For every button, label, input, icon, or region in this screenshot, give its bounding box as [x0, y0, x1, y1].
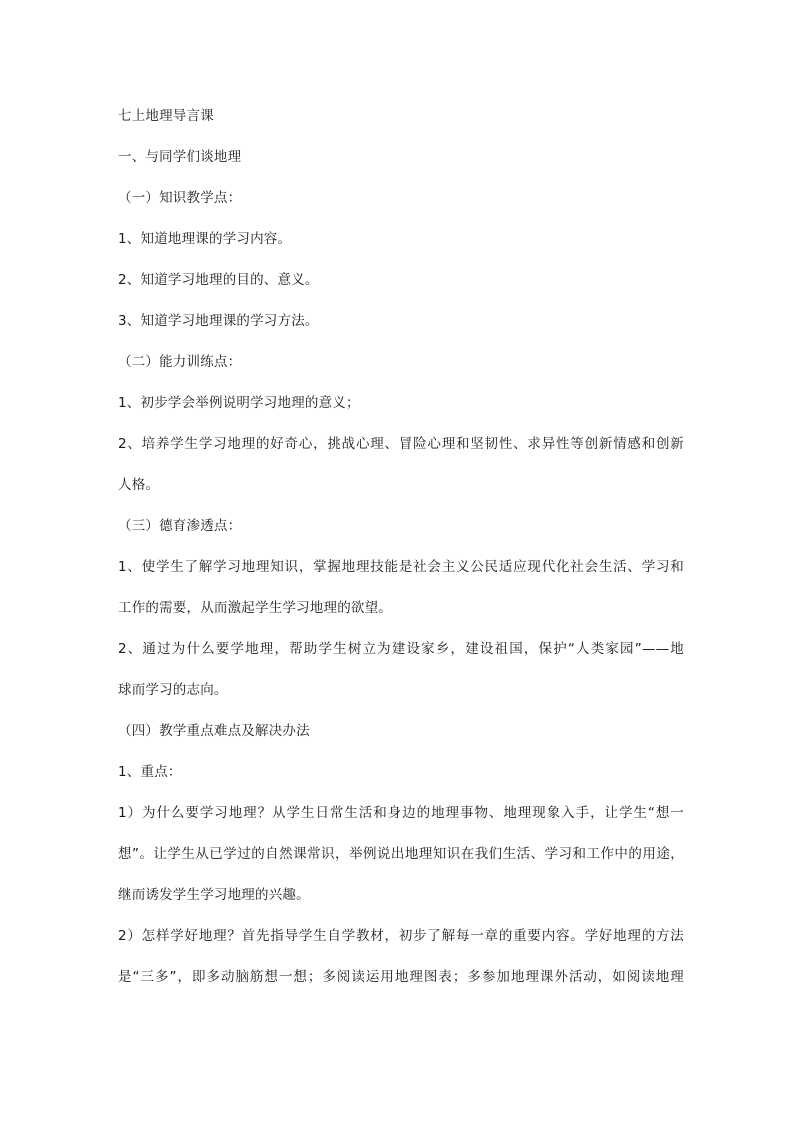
paragraph-line: 工作的需要，从而激起学生学习地理的欲望。	[118, 600, 392, 616]
subsection-heading: （三）德育渗透点：	[118, 518, 242, 534]
paragraph-line: 2）怎样学好地理？首先指导学生自学教材，初步了解每一章的重要内容。学好地理的方法	[118, 928, 684, 944]
paragraph-line: 想”。让学生从已学过的自然课常识，举例说出地理知识在我们生活、学习和工作中的用途，	[118, 846, 684, 862]
paragraph-line: 3、知道学习地理课的学习方法。	[118, 313, 319, 329]
document-title: 七上地理导言课	[118, 108, 214, 124]
paragraph-line: 人格。	[118, 477, 160, 493]
subsection-heading: （二）能力训练点：	[118, 354, 242, 370]
paragraph-line: 1）为什么要学习地理？从学生日常生活和身边的地理事物、地理现象入手，让学生“想一	[118, 805, 684, 821]
paragraph-line: 2、培养学生学习地理的好奇心，挑战心理、冒险心理和坚韧性、求异性等创新情感和创新	[118, 436, 684, 452]
paragraph-line: 1、重点：	[118, 764, 182, 780]
paragraph-line: 是“三多”，即多动脑筋想一想；多阅读运用地理图表；多参加地理课外活动，如阅读地理	[118, 969, 684, 985]
paragraph-line: 1、知道地理课的学习内容。	[118, 231, 292, 247]
paragraph-line: 2、知道学习地理的目的、意义。	[118, 272, 319, 288]
subsection-heading: （一）知识教学点：	[118, 190, 242, 206]
subsection-heading: （四）教学重点难点及解决办法	[118, 723, 310, 739]
paragraph-line: 2、通过为什么要学地理，帮助学生树立为建设家乡，建设祖国，保护“人类家园”——地	[118, 641, 684, 657]
paragraph-line: 1、使学生了解学习地理知识，掌握地理技能是社会主义公民适应现代化社会生活、学习和	[118, 559, 684, 575]
section-heading: 一、与同学们谈地理	[118, 149, 242, 165]
paragraph-line: 继而诱发学生学习地理的兴趣。	[118, 887, 310, 903]
paragraph-line: 1、初步学会举例说明学习地理的意义；	[118, 395, 360, 411]
document-body	[118, 106, 684, 1008]
paragraph-line: 球而学习的志向。	[118, 682, 228, 698]
